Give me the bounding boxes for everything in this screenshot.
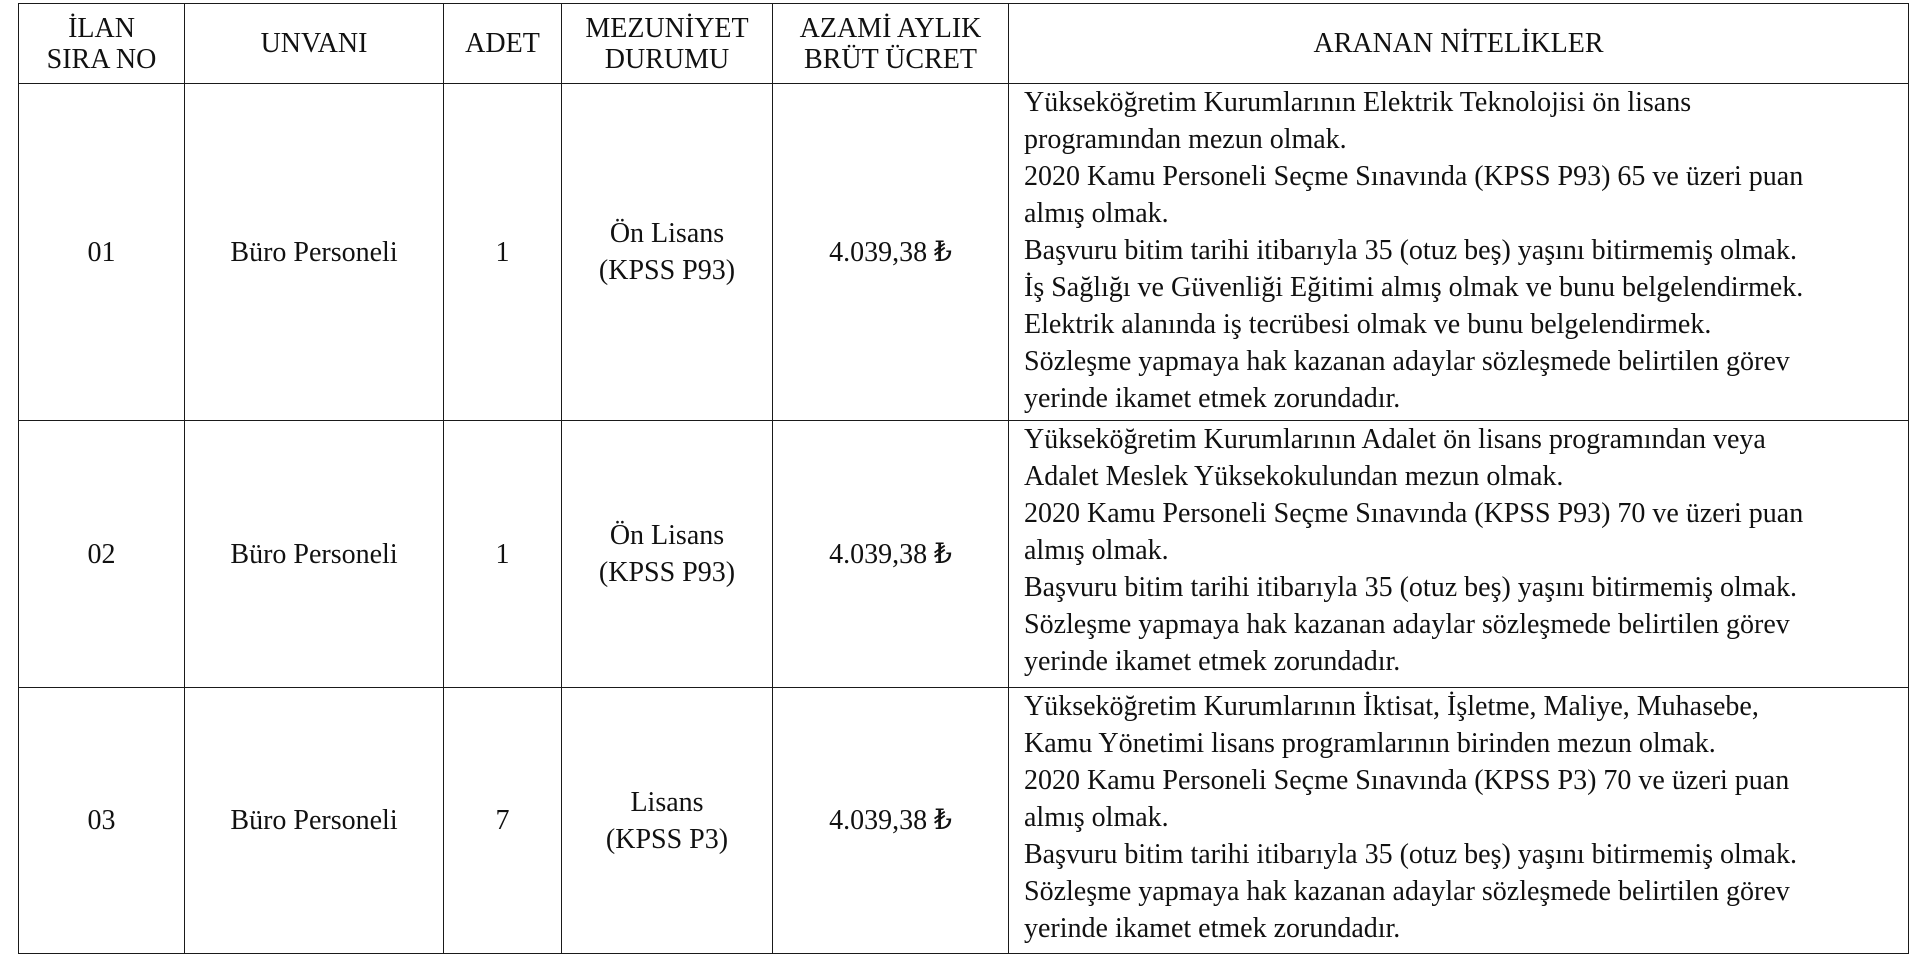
requirement-line: yerinde ikamet etmek zorundadır. [1024, 383, 1401, 414]
header-mezuniyet-line-1: MEZUNİYET [585, 12, 749, 44]
requirement-line: Başvuru bitim tarihi itibarıyla 35 (otuz beş) yaşını bitirmemiş olmak. [1024, 572, 1797, 603]
header-ucret-line-1: AZAMİ AYLIK [799, 12, 982, 44]
table-header-row [19, 4, 1909, 84]
header-mezuniyet-durumu [562, 4, 773, 84]
header-ucret-line-2: BRÜT ÜCRET [804, 43, 977, 75]
cell-ucret: 4.039,38 ₺ [773, 688, 1009, 954]
mezuniyet-level: Ön Lisans [609, 218, 725, 249]
requirement-line: Sözleşme yapmaya hak kazanan adaylar sözleşmede belirtilen görev [1024, 876, 1790, 907]
mezuniyet-exam: (KPSS P93) [598, 557, 736, 588]
cell-ucret: 4.039,38 ₺ [773, 84, 1009, 421]
requirement-line: Başvuru bitim tarihi itibarıyla 35 (otuz beş) yaşını bitirmemiş olmak. [1024, 235, 1797, 266]
header-mezuniyet-line-2: DURUMU [604, 43, 730, 75]
requirement-line: Kamu Yönetimi lisans programlarının birinden mezun olmak. [1024, 728, 1716, 759]
cell-mezuniyet [562, 84, 773, 421]
cell-nitelikler [1009, 688, 1909, 954]
requirement-line: Sözleşme yapmaya hak kazanan adaylar sözleşmede belirtilen görev [1024, 609, 1790, 640]
requirement-line: Yükseköğretim Kurumlarının Elektrik Teknolojisi ön lisans [1024, 87, 1692, 118]
cell-unvan: Büro Personeli [185, 421, 444, 688]
requirement-line: Sözleşme yapmaya hak kazanan adaylar sözleşmede belirtilen görev [1024, 346, 1790, 377]
header-unvani: UNVANI [185, 4, 444, 84]
requirement-line: almış olmak. [1024, 535, 1169, 566]
cell-adet: 7 [444, 688, 562, 954]
requirement-line: 2020 Kamu Personeli Seçme Sınavında (KPSS P3) 70 ve üzeri puan [1024, 765, 1790, 796]
cell-sira-no: 03 [19, 688, 185, 954]
mezuniyet-level: Lisans [630, 786, 704, 818]
cell-sira-no: 02 [19, 421, 185, 688]
cell-sira-no: 01 [19, 84, 185, 421]
requirement-line: programından mezun olmak. [1024, 124, 1347, 155]
requirement-line: almış olmak. [1024, 198, 1169, 229]
table-row [19, 84, 1909, 421]
header-ilan-sira-no-line-2: SIRA NO [46, 43, 157, 75]
mezuniyet-exam: (KPSS P93) [598, 255, 736, 286]
requirement-line: almış olmak. [1024, 802, 1169, 833]
requirement-line: İş Sağlığı ve Güvenliği Eğitimi almış olmak ve bunu belgelendirmek. [1024, 272, 1804, 303]
requirement-line: 2020 Kamu Personeli Seçme Sınavında (KPSS P93) 65 ve üzeri puan [1024, 161, 1804, 192]
cell-unvan: Büro Personeli [185, 84, 444, 421]
header-ilan-sira-no-line-1: İLAN [68, 12, 135, 44]
cell-ucret: 4.039,38 ₺ [773, 421, 1009, 688]
cell-nitelikler [1009, 84, 1909, 421]
cell-nitelikler [1009, 421, 1909, 688]
mezuniyet-exam: (KPSS P3) [605, 823, 729, 855]
requirement-line: Elektrik alanında iş tecrübesi olmak ve bunu belgelendirmek. [1024, 309, 1712, 340]
requirement-line: yerinde ikamet etmek zorundadır. [1024, 646, 1401, 677]
header-aranan-nitelikler: ARANAN NİTELİKLER [1009, 4, 1909, 84]
job-listings-table [18, 3, 1909, 954]
header-ilan-sira-no [19, 4, 185, 84]
cell-unvan: Büro Personeli [185, 688, 444, 954]
requirement-line: yerinde ikamet etmek zorundadır. [1024, 913, 1401, 944]
requirement-line: Adalet Meslek Yüksekokulundan mezun olmak. [1024, 461, 1564, 492]
requirement-line: Yükseköğretim Kurumlarının Adalet ön lisans programından veya [1024, 424, 1766, 455]
header-azami-aylik-brut-ucret [773, 4, 1009, 84]
cell-mezuniyet [562, 421, 773, 688]
requirement-line: Başvuru bitim tarihi itibarıyla 35 (otuz beş) yaşını bitirmemiş olmak. [1024, 839, 1797, 870]
cell-mezuniyet [562, 688, 773, 954]
mezuniyet-level: Ön Lisans [609, 520, 725, 551]
requirement-line: Yükseköğretim Kurumlarının İktisat, İşletme, Maliye, Muhasebe, [1024, 691, 1759, 722]
requirement-line: 2020 Kamu Personeli Seçme Sınavında (KPSS P93) 70 ve üzeri puan [1024, 498, 1804, 529]
header-adet: ADET [444, 4, 562, 84]
cell-adet: 1 [444, 84, 562, 421]
table-row [19, 688, 1909, 954]
table-row [19, 421, 1909, 688]
cell-adet: 1 [444, 421, 562, 688]
